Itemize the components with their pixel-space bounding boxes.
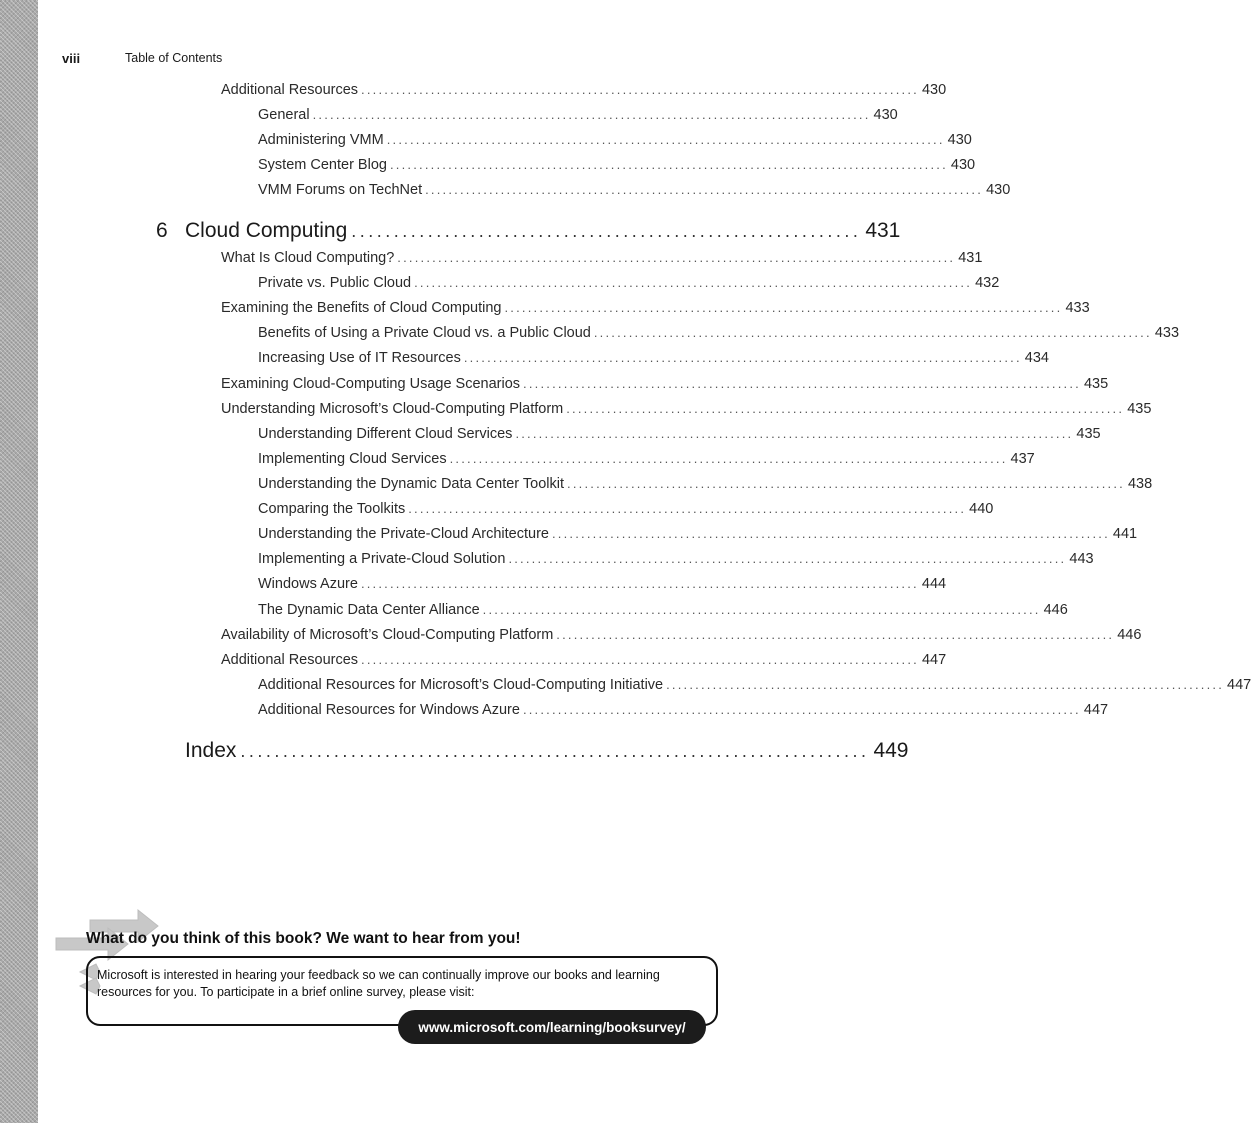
toc-entry-label: Private vs. Public Cloud — [258, 275, 412, 291]
toc-entry-label: Additional Resources for Windows Azure — [258, 702, 520, 718]
toc-entry[interactable] — [258, 273, 1000, 293]
leader-dots: ................................................................................................ — [567, 476, 1125, 491]
toc-entry[interactable] — [221, 248, 983, 268]
toc-entry-label: Administering VMM — [258, 132, 384, 148]
leader-dots: ................................................................................................ — [556, 627, 1115, 642]
leader-dots: ................................................................................................ — [482, 602, 1041, 617]
toc-entry-label: What Is Cloud Computing? — [221, 250, 395, 266]
toc-entry-label: Examining the Benefits of Cloud Computing — [221, 300, 502, 316]
chapter-page: 431 — [865, 219, 901, 242]
leader-dots: ................................................................................................ — [566, 401, 1125, 416]
toc-entry-label: VMM Forums on TechNet — [258, 182, 423, 198]
toc-entry-page: 435 — [1083, 376, 1109, 392]
toc-entry[interactable] — [221, 80, 947, 100]
leader-dots: ............................................................ — [351, 221, 862, 241]
leader-dots: ................................................................................................ — [508, 551, 1067, 566]
toc-entry[interactable] — [258, 449, 1035, 469]
toc-entry-page: 430 — [950, 157, 976, 173]
index-heading[interactable] — [185, 737, 909, 765]
toc-entry[interactable] — [258, 600, 1068, 620]
toc-entry-page: 440 — [969, 501, 994, 517]
leader-dots: ................................................................................................ — [408, 501, 967, 516]
leader-dots: ................................................................................................ — [361, 82, 919, 97]
toc-entry[interactable] — [258, 130, 972, 150]
leader-dots: ................................................................................................ — [360, 576, 919, 591]
leader-dots: ................................................................................................ — [449, 451, 1008, 466]
survey-title: What do you think of this book? We want to hear from you! — [86, 930, 521, 947]
toc-entry-label: Additional Resources for Microsoft’s Cloud-Computing Initiative — [258, 677, 664, 693]
toc-entry-page: 435 — [1127, 401, 1152, 417]
running-head: Table of Contents — [125, 51, 223, 65]
toc-entry-page: 444 — [921, 576, 947, 592]
toc-entry-page: 432 — [975, 275, 1000, 291]
toc-entry-label: Examining Cloud-Computing Usage Scenarios — [221, 376, 521, 392]
toc-entry[interactable] — [221, 650, 947, 670]
toc-entry-label: System Center Blog — [258, 157, 387, 173]
index-page: 449 — [873, 739, 909, 762]
toc-entry-label: Implementing Cloud Services — [258, 451, 447, 467]
chapter-title: Cloud Computing — [185, 219, 348, 242]
toc-entry[interactable] — [258, 180, 1011, 200]
toc-entry[interactable] — [258, 549, 1094, 569]
toc-entry[interactable] — [258, 499, 994, 519]
toc-entry-label: The Dynamic Data Center Alliance — [258, 602, 480, 618]
toc-entry-page: 437 — [1010, 451, 1035, 467]
toc-entry-label: General — [258, 107, 310, 123]
toc-entry-page: 434 — [1024, 350, 1049, 366]
toc-entry-page: 443 — [1069, 551, 1094, 567]
toc-entry-label: Understanding the Private-Cloud Architecture — [258, 526, 549, 542]
toc-entry-label: Windows Azure — [258, 576, 358, 592]
toc-entry[interactable] — [258, 323, 1180, 343]
index-title: Index — [185, 739, 237, 762]
leader-dots: ................................................................................................ — [504, 300, 1063, 315]
leader-dots: ................................................................................................ — [463, 350, 1022, 365]
toc-entry-label: Implementing a Private-Cloud Solution — [258, 551, 506, 567]
toc-entry-label: Understanding Microsoft’s Cloud-Computing Platform — [221, 401, 564, 417]
toc-entry-label: Additional Resources — [221, 82, 359, 98]
toc-entry-label: Comparing the Toolkits — [258, 501, 406, 517]
page-number: viii — [62, 51, 81, 66]
toc-entry[interactable] — [258, 574, 947, 594]
survey-url-link[interactable]: www.microsoft.com/learning/booksurvey/ — [398, 1010, 706, 1044]
toc-entry-label: Understanding Different Cloud Services — [258, 426, 513, 442]
survey-body: Microsoft is interested in hearing your feedback so we can continually improve our books and learning resources for you. To participate in a brief online survey, please visit: — [97, 968, 660, 999]
toc-entry[interactable] — [258, 105, 898, 125]
leader-dots: ................................................................................................ — [425, 182, 984, 197]
toc-entry-page: 433 — [1154, 325, 1180, 341]
leader-dots: ................................................................................................ — [414, 275, 973, 290]
toc-entry[interactable] — [258, 424, 1101, 444]
leader-dots: ................................................................................................ — [397, 250, 956, 265]
toc-entry[interactable] — [258, 155, 976, 175]
toc-entry[interactable] — [258, 524, 1138, 544]
toc-entry[interactable] — [258, 700, 1109, 720]
toc-entry-page: 430 — [921, 82, 947, 98]
toc-entry[interactable] — [221, 625, 1142, 645]
leader-dots: ................................................................................................ — [593, 325, 1152, 340]
toc-entry-label: Additional Resources — [221, 652, 359, 668]
leader-dots: ................................................................................................ — [386, 132, 945, 147]
toc-entry[interactable] — [258, 474, 1153, 494]
leader-dots: ................................................................................................ — [666, 677, 1225, 692]
toc-entry[interactable] — [221, 399, 1152, 419]
toc-entry-page: 446 — [1043, 602, 1068, 618]
toc-entry-page: 430 — [873, 107, 898, 123]
page-edge-strip — [0, 0, 38, 1123]
toc-entry[interactable] — [258, 675, 1251, 695]
leader-dots: ................................................................................................ — [312, 107, 871, 122]
toc-entry-label: Benefits of Using a Private Cloud vs. a Public Cloud — [258, 325, 591, 341]
toc-entry-page: 446 — [1117, 627, 1142, 643]
chapter-heading[interactable] — [156, 217, 901, 245]
toc-entry-page: 447 — [921, 652, 947, 668]
toc-entry-page: 430 — [986, 182, 1011, 198]
toc-entry[interactable] — [221, 374, 1109, 394]
leader-dots: ................................................................................................ — [361, 652, 919, 667]
leader-dots: ................................................................................................ — [515, 426, 1074, 441]
leader-dots: ................................................................................................ — [551, 526, 1110, 541]
toc-entry-page: 430 — [947, 132, 972, 148]
leader-dots: ................................................................................................ — [522, 702, 1081, 717]
toc-entry-label: Increasing Use of IT Resources — [258, 350, 461, 366]
toc-entry-page: 435 — [1076, 426, 1101, 442]
chapter-number: 6 — [156, 219, 168, 242]
toc-entry-label: Availability of Microsoft’s Cloud-Computing Platform — [221, 627, 554, 643]
leader-dots: ................................................................................................ — [523, 376, 1081, 391]
toc-entry-page: 441 — [1112, 526, 1138, 542]
toc-entry-page: 438 — [1127, 476, 1153, 492]
toc-entry-page: 447 — [1083, 702, 1109, 718]
toc-entry-label: Understanding the Dynamic Data Center Toolkit — [258, 476, 565, 492]
toc-entry-page: 433 — [1065, 300, 1090, 316]
toc-entry-page: 447 — [1227, 677, 1251, 693]
toc-entry[interactable] — [221, 298, 1090, 318]
leader-dots: ................................................................................................ — [389, 157, 948, 172]
toc-entry[interactable] — [258, 348, 1049, 368]
toc-entry-page: 431 — [958, 250, 983, 266]
leader-dots: .......................................................................... — [240, 741, 870, 761]
